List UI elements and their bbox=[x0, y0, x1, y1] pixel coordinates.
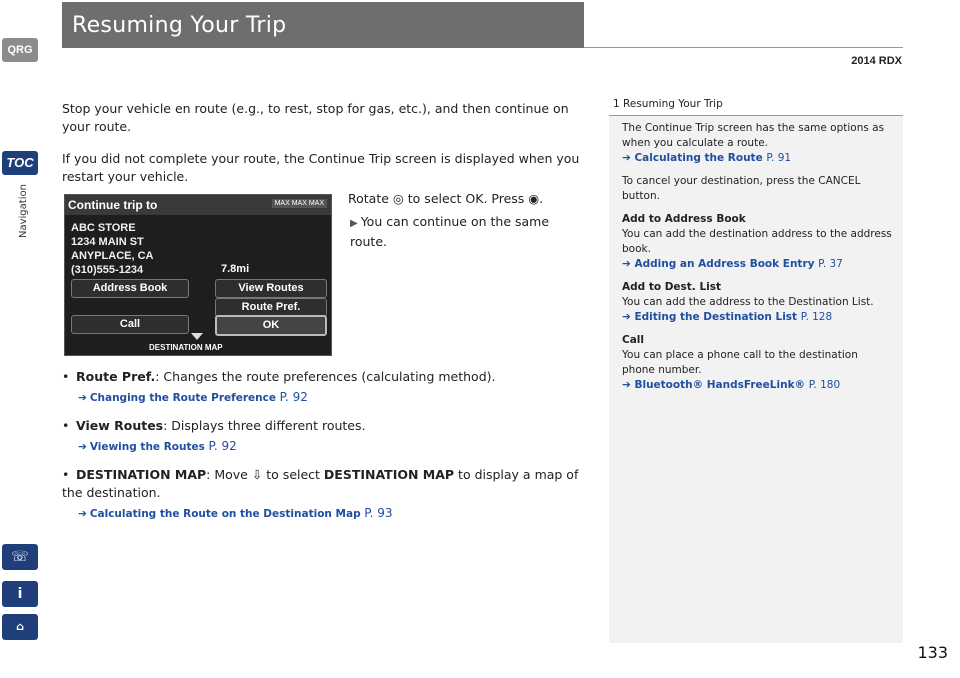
toc-button[interactable]: TOC bbox=[2, 151, 38, 175]
home-icon[interactable]: ⌂ bbox=[2, 614, 38, 640]
cross-reference-link[interactable] bbox=[622, 258, 843, 270]
route-pref-button: Route Pref. bbox=[215, 298, 327, 317]
qrg-button[interactable]: QRG bbox=[2, 38, 38, 62]
address-line: 1234 MAIN ST bbox=[71, 236, 144, 248]
cross-reference-link[interactable] bbox=[78, 437, 582, 456]
page-title-bar bbox=[62, 2, 584, 48]
bullet-label: Route Pref. bbox=[76, 369, 156, 384]
bullet-label: DESTINATION MAP bbox=[76, 467, 207, 482]
continue-paragraph: If you did not complete your route, the Continue Trip screen is displayed when you restart your vehicle. bbox=[62, 151, 580, 184]
screen-max-indicators: MAX MAX MAX bbox=[272, 199, 327, 208]
destination-map-label: DESTINATION MAP bbox=[149, 343, 223, 352]
section-label: Navigation bbox=[18, 184, 29, 238]
link-page: P. 128 bbox=[800, 311, 833, 323]
link-page: P. 37 bbox=[818, 258, 843, 270]
sidebar-title-text: Resuming Your Trip bbox=[623, 98, 723, 110]
bullet-text: to display a map of the destination. bbox=[62, 467, 579, 500]
sidebar-note bbox=[622, 212, 892, 272]
voice-command-icon[interactable]: ☏ bbox=[2, 544, 38, 570]
sidebar-note: To cancel your destination, press the CANCEL button. bbox=[622, 175, 861, 202]
note-text: You can add the destination address to the address book. bbox=[622, 228, 892, 255]
view-routes-button: View Routes bbox=[215, 279, 327, 298]
link-page: P. 180 bbox=[808, 379, 841, 391]
screen-address bbox=[71, 221, 154, 277]
address-line: ANYPLACE, CA bbox=[71, 250, 154, 262]
bullet-label: DESTINATION MAP bbox=[323, 467, 455, 482]
note-icon: 1 bbox=[613, 98, 620, 110]
cross-reference-link[interactable] bbox=[78, 504, 582, 523]
link-arrow-icon: ➔ bbox=[78, 508, 87, 520]
link-text: Editing the Destination List bbox=[634, 311, 798, 323]
instruction-result-text: You can continue on the same route. bbox=[350, 214, 550, 249]
ok-button: OK bbox=[215, 315, 327, 336]
link-text: Bluetooth® HandsFreeLink® bbox=[634, 379, 806, 391]
note-heading: Add to Address Book bbox=[622, 213, 746, 225]
bullet-view-routes bbox=[62, 417, 582, 456]
sidebar-title bbox=[613, 98, 723, 110]
link-arrow-icon: ➔ bbox=[78, 392, 87, 404]
bullet-icon: • bbox=[62, 418, 70, 433]
link-page: P. 92 bbox=[279, 390, 308, 404]
link-text: Calculating the Route on the Destination Map bbox=[89, 508, 361, 520]
link-text: Adding an Address Book Entry bbox=[634, 258, 815, 270]
screen-title: Continue trip to bbox=[68, 198, 158, 212]
cross-reference-link[interactable] bbox=[622, 379, 840, 391]
link-text: Calculating the Route bbox=[634, 152, 763, 164]
link-arrow-icon: ➔ bbox=[622, 258, 631, 270]
bullet-text: : Move ⇩ to select bbox=[206, 467, 324, 482]
notes-sidebar bbox=[609, 95, 903, 643]
link-arrow-icon: ➔ bbox=[622, 152, 631, 164]
nav-screen-image bbox=[64, 194, 332, 356]
model-label: 2014 RDX bbox=[851, 55, 902, 67]
screen-distance: 7.8mi bbox=[221, 263, 250, 275]
link-text: Changing the Route Preference bbox=[89, 392, 276, 404]
note-heading: Call bbox=[622, 334, 644, 346]
call-button: Call bbox=[71, 315, 189, 334]
bullet-destination-map bbox=[62, 466, 582, 523]
note-text: You can add the address to the Destination List. bbox=[622, 296, 874, 308]
sidebar-header bbox=[609, 95, 903, 116]
bullet-text: : Displays three different routes. bbox=[163, 418, 366, 433]
link-arrow-icon: ➔ bbox=[78, 441, 87, 453]
note-text: The Continue Trip screen has the same options as when you calculate a route. bbox=[622, 122, 885, 149]
bullet-icon: • bbox=[62, 467, 70, 482]
sidebar-body bbox=[622, 121, 892, 401]
arrow-icon: ▶ bbox=[350, 218, 358, 229]
link-text: Viewing the Routes bbox=[89, 441, 205, 453]
bullet-route-pref bbox=[62, 368, 582, 407]
cross-reference-link[interactable] bbox=[622, 311, 832, 323]
bullet-icon: • bbox=[62, 369, 70, 384]
link-page: P. 93 bbox=[364, 506, 393, 520]
screen-header bbox=[65, 195, 331, 215]
sidebar-note bbox=[622, 121, 892, 166]
bullet-label: View Routes bbox=[76, 418, 164, 433]
address-line: ABC STORE bbox=[71, 222, 136, 234]
bullet-text: : Changes the route preferences (calculating method). bbox=[155, 369, 496, 384]
page-number: 133 bbox=[917, 643, 948, 662]
cross-reference-link[interactable] bbox=[78, 388, 582, 407]
link-arrow-icon: ➔ bbox=[622, 379, 631, 391]
intro-paragraph: Stop your vehicle en route (e.g., to rest, stop for gas, etc.), and then continue on your route. bbox=[62, 101, 569, 134]
cross-reference-link[interactable] bbox=[622, 152, 791, 164]
link-page: P. 92 bbox=[208, 439, 237, 453]
link-page: P. 91 bbox=[766, 152, 792, 164]
note-heading: Add to Dest. List bbox=[622, 281, 722, 293]
link-arrow-icon: ➔ bbox=[622, 311, 631, 323]
info-icon[interactable]: i bbox=[2, 581, 38, 607]
address-phone: (310)555-1234 bbox=[71, 264, 144, 276]
note-text: You can place a phone call to the destination phone number. bbox=[622, 349, 858, 376]
instruction-result bbox=[350, 213, 550, 251]
address-book-button: Address Book bbox=[71, 279, 189, 298]
sidebar-note bbox=[622, 280, 892, 325]
sidebar-note bbox=[622, 333, 892, 393]
header-rule bbox=[584, 47, 903, 48]
down-arrow-icon bbox=[191, 333, 203, 340]
page-title: Resuming Your Trip bbox=[72, 13, 287, 38]
instruction: Rotate ◎ to select OK. Press ◉. bbox=[348, 191, 544, 206]
